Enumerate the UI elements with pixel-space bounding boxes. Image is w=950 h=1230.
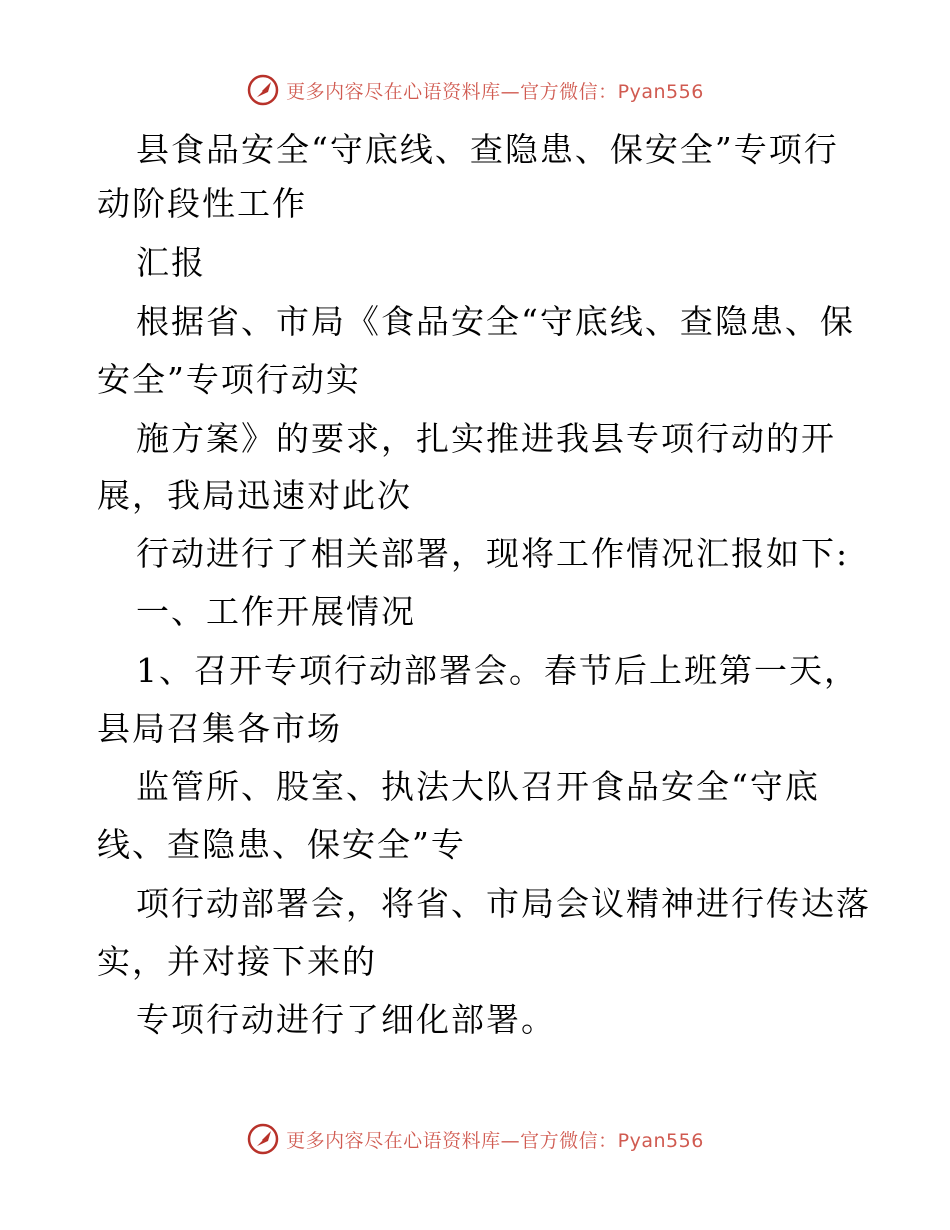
paragraph-line: 1、召开专项行动部署会。春节后上班第一天， xyxy=(136,651,859,690)
paragraph-line: 行动进行了相关部署，现将工作情况汇报如下: xyxy=(136,534,850,573)
paragraph-line: 项行动部署会，将省、市局会议精神进行传达落 xyxy=(136,884,871,923)
paragraph-line: 根据省、市局《食品安全“守底线、查隐患、保 xyxy=(136,302,855,341)
quill-logo-icon xyxy=(246,1122,280,1156)
paragraph-line: 专项行动进行了细化部署。 xyxy=(136,1000,556,1039)
title-line-1: 县食品安全“守底线、查隐患、保安全”专项行 xyxy=(136,130,839,169)
title-line-2: 动阶段性工作 xyxy=(97,184,307,223)
paragraph-line: 安全”专项行动实 xyxy=(97,360,361,399)
watermark-text: 更多内容尽在心语资料库—官方微信：Pyan556 xyxy=(286,1129,704,1152)
paragraph-line: 施方案》的要求，扎实推进我县专项行动的开 xyxy=(136,419,836,458)
quill-logo-icon xyxy=(246,73,280,107)
paragraph-line: 实，并对接下来的 xyxy=(97,942,377,981)
watermark-footer xyxy=(0,1119,950,1159)
paragraph-line: 县局召集各市场 xyxy=(97,709,342,748)
paragraph-line: 监管所、股室、执法大队召开食品安全“守底 xyxy=(136,767,820,806)
paragraph-line: 线、查隐患、保安全”专 xyxy=(97,825,466,864)
subtitle-line: 汇报 xyxy=(136,243,206,282)
watermark-text: 更多内容尽在心语资料库—官方微信：Pyan556 xyxy=(286,80,704,103)
section-heading: 一、工作开展情况 xyxy=(136,592,416,631)
watermark-header xyxy=(0,70,950,110)
paragraph-line: 展，我局迅速对此次 xyxy=(97,476,412,515)
